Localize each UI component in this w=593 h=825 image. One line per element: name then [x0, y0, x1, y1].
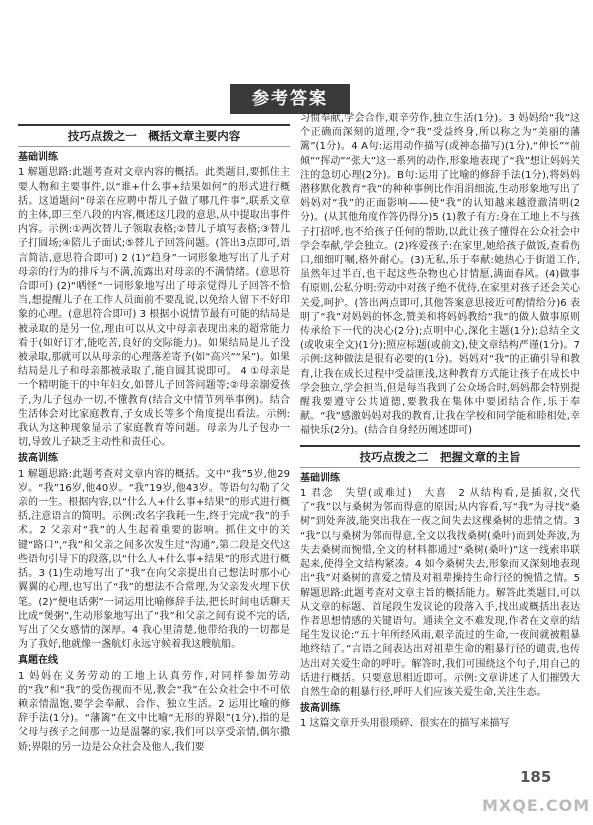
section-title-1: 技巧点拨之一 概括文章主要内容	[18, 124, 290, 147]
answer-paragraph: 1 解题思路:此题考查对文章内容的概括。文中“我”5岁,他29岁。“我”16岁,他40岁。“我”19岁,他43岁。等语句勾勒了父亲的一生。根据内容,以“什么人+什么事+结果”的形式进行概括,注意语言的简明。示例:改名字我耗一生,终于完成“我”的手术。2 父亲对“我”的人生起着重要的影响。抓住文中的关键“路口”,“我”和父亲之间多次发生过“沟通”,第二段是交代这些语句引导下的段落,以“什么人+什么事+结果”的形式进行概括。3 (1)生动地写出了“我”在向父亲提出自己想法时那小心翼翼的心理,也写出了“我”的想法不合常理,为父亲发火埋下伏笔。(2)“便电话粥”一词运用比喻修辞手法,把长时间电话聊天比成“煲粥”,生动形象地写出了“我”和父亲之间有说不完的话,写出了父女感情的深厚。4 我心里清楚,他带给我的一切都是为了我好,他就像一盏航灯永远守候着我这艘航船。	[18, 468, 290, 651]
subsection-advanced-training: 拔高训练	[300, 703, 340, 715]
answer-paragraph: 1 这篇文章开头用很琐碎、很实在的描写来描写	[300, 718, 510, 730]
watermark-logo: MXQE.COM	[482, 796, 591, 815]
answer-paragraph: 习惯奉献,学会合作,艰辛劳作,独立生活(1分)。3 妈妈给“我”这个正确而深刻的道理,令“我”受益终身,所以称之为“美丽的藩篱”(1分)。4 A句:运用动作描写(或神态描写)(1分),“伸长”“前倾”“挥动”“张大”这一系列的动作,形象地表现了“我”想让妈妈关注的急切心理(2分)。B句:运用了比喻的修辞手法(1分),将妈妈潜移默化教育“我”的种种事例比作涓涓细流,生动形象地写出了妈妈对“我”的正面影响——使“我”的认知越来越澄澈清明(2分)。(从其他角度作答仍得分)5 (1)教子有方:身在工地上不与孩子打招呼,也不给孩子任何的帮助,以此让孩子懂得在公众社会中学会奉献,学会独立。(2)疼爱孩子:在家里,她给孩子做饭,查看伤口,细细叮嘱,格外耐心。(3)无私,乐于奉献:她热心于街道工作,虽然年过半百,也干起这些杂物也心甘情愿,满面春风。(4)做事有原则,公私分明:劳动中对孩子绝不优待,在家里对孩子还会关心关爱,呵护。(答出两点即可,其他答案意思接近可酌情给分)6 表明了“我”对妈妈的怀念,赞美和将妈妈教给“我”的做人做事原则传承给下一代的决心(2分);点明中心,深化主题(1分);总结全文(或收束全文)(1分);照应标题(或前文),使文章结构严谨(1分)。7 示例:这种做法是很有必要的(1分)。妈妈对“我”的正确引导和教育,让我在成长过程中受益匪浅,这种教育方式能让孩子在成长中学会独立,学会担当,但是每当我到了公众场合时,妈妈都会特别提醒我要遵守公共道德,要教我在集体中要团结合作,乐于奉献。“我”感激妈妈对我的教育,让我在学校和同学能和睦相处,幸福快乐(2分)。(结合自身经历阐述即可)	[300, 113, 580, 437]
right-column	[300, 112, 580, 732]
subsection-real-exam: 真题在线	[18, 655, 58, 667]
left-column	[18, 118, 290, 755]
subsection-basic-training: 基础训练	[300, 472, 340, 484]
answer-paragraph: 1 君念 失望(或难过) 大喜 2 从结构看,是插叙,交代了“我”以与桑树为邻而得意的原因;从内容看,写“我”为寻找“桑树”到处奔波,能突出我在一夜之间失去这棵桑树的悲情之情。3 “我”以与桑树为邻而得意,全文以我找桑树(桑叶)而到处奔波,为失去桑树而惋惜,全文的材料都通过“桑树(桑叶)”这一线索串联起来,使得全文结构紧凑。4 如今桑树失去,形象而又深刻地表现出“我”对桑树的喜爱之情及对祖辈操持生命行径的惋惜之情。5 解题思路:此题考查对文章主旨的概括能力。解答此类题目,可以从文章的标题、首尾段生发议论的段落入手,找出或概括出表达作者思想情感的关键语句。通读全文不难发现,作者在文章的结尾生发议论:“五十年所经风雨,艰辛流过的生命,一夜间就被粗暴地终结了。”言语之间表达出对祖辈生命的粗暴行径的谴责,也传达出对关爱生命的呼吁。解答时,我们可围绕这个句子,用自己的话进行概括。只要意思相近即可。示例:文章讲述了人们摧毁大自然生命的粗暴行径,呼吁人们应该关爱生命,关注生态。	[300, 488, 580, 698]
subsection-basic-training: 基础训练	[18, 152, 58, 164]
subsection-advanced-training: 拔高训练	[18, 453, 58, 465]
answer-paragraph: 1 解题思路:此题考查对文章内容的概括。此类题目,要抓住主要人物和主要事件,以“谁+什么事+结果如何”的形式进行概括。这道题问“母亲在应聘中帮儿子做了哪几件事”,联系文章的主体,即三至八段的内容,概述这几段的意思,从中提取出事件内容。示例:①两次替儿子领取表格;②替儿子填写表格;③替儿子打圆场;④陪儿子面试;⑤替儿子回答问题。(答出3点即可,语言简洁,意思符合即可) 2 (1)“趋身”一词形象地写出了儿子对母亲的行为的排斥与不满,流露出对母亲的不满情绪。(意思符合即可) (2)“哂怪”一词形象地写出了母亲觉得儿子回答不恰当,想提醒儿子在工作人员面前不要乱说,以免给人留下不好印象的心理。(意思符合即可) 3 根据小说情节最有可能的结局是被录取的是另一位,理由可以从文中母亲表现出来的超常能力看于(如好订才,能吃苦,良好的交际能力)。如果结局是儿子没被录取,那就可以从母亲的心理落差寄予(如“高兴”“呆”)。如果结局是儿子和母亲都被录取了,能自圆其说即可。 4 ①母亲是一个精明能干的中年妇女,如替儿子回答问题等;②母亲溺爱孩子,为儿子包办一切,不懂教育(结合文中情节列举事例)。结合生活体会对比家庭教育,子女成长等多个角度提出看法。示例:我认为这种现象显示了家庭教育等问题。母亲为儿子包办一切,导致儿子缺乏主动性和责任心。	[18, 167, 290, 449]
page-number: 185	[520, 768, 552, 786]
section-title-2: 技巧点拨之二 把握文章的主旨	[300, 445, 580, 468]
answer-paragraph: 1 妈妈在义务劳动的工地上认真劳作,对同样参加劳动的“我”和“我”的受伤视而不见,教会“我”在公众社会中不可依赖亲情温饱,要学会奉献、合作、独立生活。2 运用比喻的修辞手法(1分)。“藩篱”在文中比喻“无形的界限”(1分),指的是父母与孩子之间那一边是温馨的家,我们可以享受亲情,偶尔撒娇;界限的另一边是公众社会及他人,我们要	[18, 670, 290, 753]
page-title: 参考答案	[230, 84, 350, 114]
